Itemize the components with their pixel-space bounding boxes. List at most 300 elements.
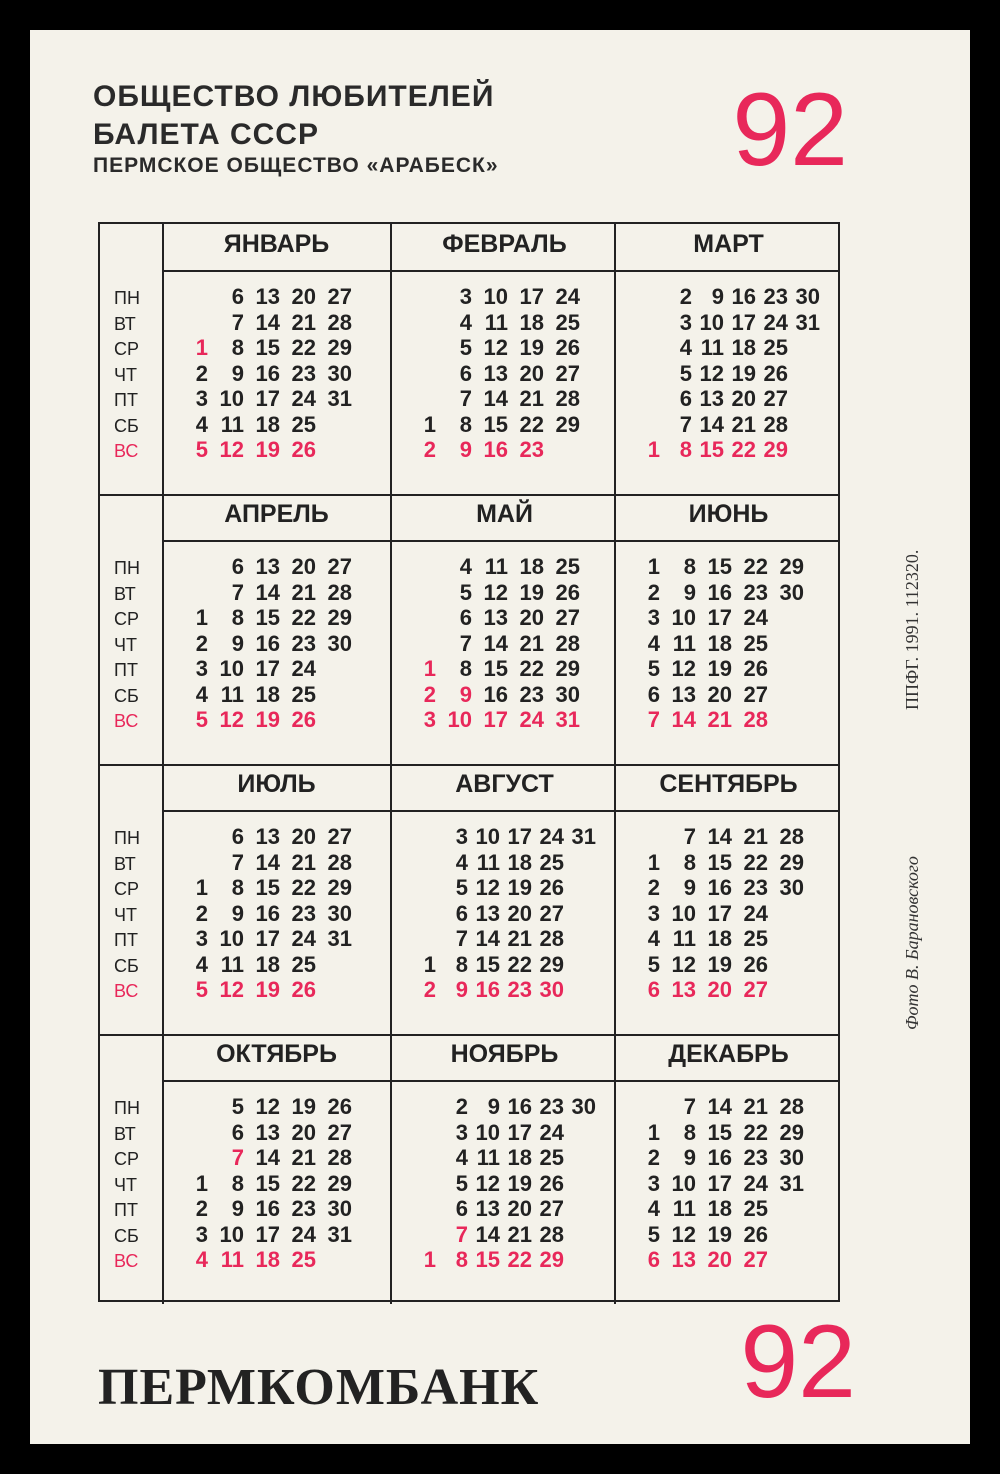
weekday-row <box>174 824 374 850</box>
month-name: ЯНВАРЬ <box>223 230 330 258</box>
weekday-row <box>626 1145 826 1171</box>
weekday-labels <box>114 1096 154 1275</box>
day-cell: 2 <box>423 681 436 707</box>
day-cell: 8 <box>231 605 244 630</box>
day-cell: 1 <box>423 951 436 977</box>
day-cell: 19 <box>519 579 544 605</box>
grid-divider <box>162 224 164 494</box>
weekday-row <box>402 361 602 387</box>
day-cell: 7 <box>683 824 696 849</box>
day-cell: 10 <box>219 656 244 681</box>
weekday-row <box>174 580 374 606</box>
day-cell: 12 <box>671 1221 696 1247</box>
day-cell: 17 <box>507 824 532 849</box>
month-block <box>626 824 826 1003</box>
day-cell: 23 <box>539 1094 564 1119</box>
day-cell: 19 <box>255 437 280 462</box>
day-cell: 13 <box>671 977 696 1002</box>
day-cell: 9 <box>711 284 724 309</box>
weekday-label: ПТ <box>114 1200 138 1220</box>
weekday-row <box>174 1145 374 1171</box>
day-cell: 14 <box>475 926 500 951</box>
weekday-row <box>402 554 602 580</box>
weekday-label: ПН <box>114 288 140 308</box>
day-cell: 4 <box>459 554 472 579</box>
day-cell: 20 <box>507 900 532 926</box>
weekday-row <box>174 926 374 952</box>
weekday-row <box>174 1247 374 1273</box>
weekday-row <box>174 656 374 682</box>
day-cell: 14 <box>671 707 696 732</box>
day-cell: 13 <box>475 900 500 926</box>
weekday-row <box>402 284 602 310</box>
day-cell: 12 <box>219 437 244 462</box>
day-cell: 20 <box>291 284 316 309</box>
day-cell: 16 <box>707 579 732 605</box>
day-cell: 17 <box>731 309 756 335</box>
weekday-label: ЧТ <box>114 634 137 655</box>
day-cell: 8 <box>455 951 468 977</box>
day-cell: 5 <box>679 360 692 386</box>
day-cell: 17 <box>483 707 508 732</box>
weekday-row <box>626 1247 826 1273</box>
day-cell: 16 <box>255 360 280 386</box>
day-cell: 13 <box>255 824 280 849</box>
day-cell: 3 <box>459 284 472 309</box>
day-cell: 26 <box>743 656 768 681</box>
weekday-label: СР <box>114 1149 140 1169</box>
day-cell: 24 <box>539 824 564 849</box>
grid-divider <box>390 1034 392 1304</box>
day-cell: 29 <box>327 875 352 900</box>
month-name: НОЯБРЬ <box>450 1040 559 1068</box>
month-block <box>626 284 826 463</box>
day-cell: 4 <box>455 1145 468 1170</box>
day-cell: 14 <box>475 1221 500 1247</box>
day-cell: 12 <box>671 951 696 977</box>
day-cell: 25 <box>743 926 768 951</box>
day-cell: 21 <box>519 630 544 656</box>
weekday-row <box>174 361 374 387</box>
day-cell: 2 <box>195 630 208 656</box>
day-cell: 2 <box>455 1094 468 1119</box>
day-cell: 9 <box>459 681 472 707</box>
day-cell: 30 <box>571 1094 596 1119</box>
grid-divider <box>162 1034 164 1304</box>
day-cell: 20 <box>707 1247 732 1272</box>
day-cell: 19 <box>507 1170 532 1196</box>
day-cell: 29 <box>779 1119 804 1145</box>
day-cell: 4 <box>647 1196 660 1221</box>
calendar-grid <box>98 222 840 1302</box>
month-block <box>174 824 374 1003</box>
day-cell: 19 <box>255 977 280 1002</box>
day-cell: 21 <box>519 386 544 411</box>
day-cell: 26 <box>291 707 316 732</box>
day-cell: 22 <box>743 849 768 875</box>
month-name: МАЙ <box>476 500 533 528</box>
day-cell: 11 <box>476 849 500 875</box>
weekday-row <box>174 605 374 631</box>
day-cell: 16 <box>483 681 508 707</box>
day-cell: 29 <box>327 605 352 630</box>
day-cell: 27 <box>327 284 352 309</box>
weekday-row <box>626 580 826 606</box>
day-cell: 2 <box>195 900 208 926</box>
day-cell: 29 <box>539 951 564 977</box>
day-cell: 29 <box>555 656 580 681</box>
bank-name: ПЕРМКОМБАНК <box>98 1359 540 1416</box>
day-cell: 22 <box>291 875 316 900</box>
day-cell: 18 <box>707 926 732 951</box>
day-cell: 1 <box>195 605 208 630</box>
weekday-row <box>626 412 826 438</box>
day-cell: 15 <box>483 656 508 681</box>
day-cell: 31 <box>571 824 596 849</box>
day-cell: 19 <box>731 360 756 386</box>
day-cell: 12 <box>219 977 244 1002</box>
day-cell: 23 <box>507 977 532 1002</box>
day-cell: 18 <box>731 335 756 360</box>
day-cell: 5 <box>459 335 472 360</box>
quarter-row <box>100 494 838 766</box>
weekday-label: СБ <box>114 415 139 436</box>
day-cell: 23 <box>743 1145 768 1170</box>
day-cell: 30 <box>539 977 564 1002</box>
day-cell: 2 <box>647 579 660 605</box>
header-divider <box>164 540 838 542</box>
day-cell: 9 <box>487 1094 500 1119</box>
weekday-row <box>626 850 826 876</box>
day-cell: 4 <box>195 411 208 437</box>
day-cell: 1 <box>647 1119 660 1145</box>
weekday-row <box>402 386 602 412</box>
day-cell: 26 <box>291 977 316 1002</box>
weekday-row <box>402 580 602 606</box>
day-cell: 8 <box>459 411 472 437</box>
weekday-row <box>174 437 374 463</box>
weekday-row <box>626 1196 826 1222</box>
day-cell: 26 <box>555 335 580 360</box>
month-name: ИЮЛЬ <box>237 770 316 798</box>
day-cell: 4 <box>459 309 472 335</box>
day-cell: 25 <box>539 849 564 875</box>
day-cell: 16 <box>475 977 500 1002</box>
weekday-row <box>402 656 602 682</box>
day-cell: 11 <box>220 1247 244 1272</box>
day-cell: 21 <box>291 579 316 605</box>
day-cell: 10 <box>219 1221 244 1247</box>
weekday-row <box>402 977 602 1003</box>
day-cell: 3 <box>423 707 436 732</box>
day-cell: 20 <box>507 1196 532 1221</box>
day-cell: 16 <box>483 437 508 462</box>
day-cell: 22 <box>291 335 316 360</box>
day-cell: 31 <box>327 1221 352 1247</box>
day-cell: 18 <box>519 554 544 579</box>
day-cell: 12 <box>483 335 508 360</box>
weekday-row <box>402 824 602 850</box>
day-cell: 27 <box>327 824 352 849</box>
weekday-row <box>174 1120 374 1146</box>
day-cell: 13 <box>475 1196 500 1221</box>
day-cell: 22 <box>507 1247 532 1272</box>
grid-divider <box>614 764 616 1034</box>
day-cell: 11 <box>476 1145 500 1170</box>
day-cell: 5 <box>195 437 208 462</box>
day-cell: 18 <box>519 309 544 335</box>
weekday-label: ПН <box>114 828 140 848</box>
day-cell: 4 <box>647 926 660 951</box>
weekday-label: СБ <box>114 1225 139 1246</box>
grid-divider <box>614 1034 616 1304</box>
day-cell: 11 <box>672 926 696 951</box>
day-cell: 7 <box>231 849 244 875</box>
day-cell: 26 <box>763 360 788 386</box>
weekday-row <box>626 977 826 1003</box>
day-cell: 25 <box>555 554 580 579</box>
day-cell: 5 <box>231 1094 244 1119</box>
weekday-label: ВС <box>114 711 139 731</box>
day-cell: 11 <box>484 309 508 335</box>
day-cell: 14 <box>255 849 280 875</box>
day-cell: 26 <box>743 1221 768 1247</box>
day-cell: 20 <box>519 605 544 630</box>
month-block <box>402 1094 602 1273</box>
day-cell: 9 <box>455 977 468 1002</box>
day-cell: 5 <box>195 707 208 732</box>
day-cell: 15 <box>707 554 732 579</box>
weekday-row <box>174 284 374 310</box>
weekday-labels <box>114 556 154 735</box>
weekday-row <box>174 554 374 580</box>
weekday-label: СР <box>114 339 140 359</box>
weekday-label: ПТ <box>114 390 138 410</box>
day-cell: 25 <box>291 1247 316 1272</box>
day-cell: 24 <box>555 284 580 309</box>
day-cell: 26 <box>743 951 768 977</box>
day-cell: 30 <box>327 630 352 656</box>
day-cell: 7 <box>679 411 692 437</box>
day-cell: 17 <box>255 656 280 681</box>
day-cell: 17 <box>707 900 732 926</box>
day-cell: 2 <box>423 977 436 1002</box>
day-cell: 8 <box>231 335 244 360</box>
day-cell: 7 <box>683 1094 696 1119</box>
weekday-label: СР <box>114 879 140 899</box>
day-cell: 24 <box>291 386 316 411</box>
day-cell: 15 <box>255 1170 280 1196</box>
header-divider <box>164 270 838 272</box>
day-cell: 6 <box>679 386 692 411</box>
day-cell: 11 <box>220 681 244 707</box>
day-cell: 19 <box>507 875 532 900</box>
weekday-row <box>402 707 602 733</box>
day-cell: 7 <box>455 926 468 951</box>
day-cell: 11 <box>672 630 696 656</box>
day-cell: 11 <box>220 951 244 977</box>
weekday-row <box>402 1120 602 1146</box>
day-cell: 12 <box>671 656 696 681</box>
weekday-row <box>402 335 602 361</box>
day-cell: 5 <box>459 579 472 605</box>
day-cell: 23 <box>519 437 544 462</box>
weekday-row <box>402 875 602 901</box>
day-cell: 31 <box>555 707 580 732</box>
weekday-row <box>402 310 602 336</box>
day-cell: 17 <box>255 386 280 411</box>
day-cell: 10 <box>671 1170 696 1196</box>
day-cell: 1 <box>647 437 660 462</box>
day-cell: 23 <box>291 630 316 656</box>
day-cell: 17 <box>519 284 544 309</box>
day-cell: 15 <box>483 411 508 437</box>
day-cell: 3 <box>455 1119 468 1145</box>
day-cell: 6 <box>459 360 472 386</box>
day-cell: 26 <box>327 1094 352 1119</box>
day-cell: 27 <box>555 605 580 630</box>
weekday-label: ПН <box>114 558 140 578</box>
day-cell: 28 <box>779 1094 804 1119</box>
day-cell: 15 <box>255 605 280 630</box>
day-cell: 6 <box>647 1247 660 1272</box>
day-cell: 21 <box>507 926 532 951</box>
day-cell: 5 <box>455 1170 468 1196</box>
day-cell: 28 <box>327 849 352 875</box>
month-block <box>402 284 602 463</box>
day-cell: 1 <box>195 1170 208 1196</box>
day-cell: 28 <box>743 707 768 732</box>
day-cell: 25 <box>291 951 316 977</box>
day-cell: 3 <box>679 309 692 335</box>
day-cell: 14 <box>699 411 724 437</box>
day-cell: 9 <box>683 875 696 900</box>
day-cell: 25 <box>291 411 316 437</box>
month-name: АВГУСТ <box>455 770 554 798</box>
day-cell: 23 <box>291 1196 316 1221</box>
day-cell: 22 <box>743 1119 768 1145</box>
day-cell: 9 <box>459 437 472 462</box>
weekday-row <box>626 554 826 580</box>
day-cell: 29 <box>779 849 804 875</box>
weekday-row <box>174 1171 374 1197</box>
month-name: СЕНТЯБРЬ <box>659 770 798 798</box>
day-cell: 25 <box>743 630 768 656</box>
day-cell: 15 <box>699 437 724 462</box>
day-cell: 4 <box>195 1247 208 1272</box>
header-divider <box>164 1080 838 1082</box>
day-cell: 8 <box>683 554 696 579</box>
day-cell: 11 <box>700 335 724 360</box>
header-line-1: ОБЩЕСТВО ЛЮБИТЕЛЕЙ <box>93 80 495 113</box>
weekday-row <box>626 1171 826 1197</box>
day-cell: 16 <box>255 630 280 656</box>
calendar-card <box>30 30 970 1444</box>
day-cell: 7 <box>231 579 244 605</box>
weekday-label: ПТ <box>114 660 138 680</box>
day-cell: 10 <box>671 605 696 630</box>
bank-logo <box>98 1358 539 1417</box>
month-name: МАРТ <box>693 230 764 258</box>
weekday-row <box>402 901 602 927</box>
day-cell: 3 <box>455 824 468 849</box>
weekday-row <box>402 631 602 657</box>
day-cell: 25 <box>743 1196 768 1221</box>
day-cell: 14 <box>707 1094 732 1119</box>
day-cell: 31 <box>779 1170 804 1196</box>
day-cell: 20 <box>731 386 756 411</box>
day-cell: 6 <box>231 1119 244 1145</box>
day-cell: 21 <box>291 849 316 875</box>
day-cell: 7 <box>459 630 472 656</box>
day-cell: 8 <box>679 437 692 462</box>
day-cell: 22 <box>291 605 316 630</box>
weekday-row <box>626 335 826 361</box>
day-cell: 17 <box>255 1221 280 1247</box>
day-cell: 5 <box>195 977 208 1002</box>
weekday-row <box>402 1247 602 1273</box>
day-cell: 5 <box>455 875 468 900</box>
weekday-row <box>174 1196 374 1222</box>
day-cell: 6 <box>647 977 660 1002</box>
day-cell: 11 <box>672 1196 696 1221</box>
weekday-row <box>626 1120 826 1146</box>
weekday-row <box>626 605 826 631</box>
day-cell: 14 <box>255 579 280 605</box>
day-cell: 10 <box>447 707 472 732</box>
day-cell: 17 <box>707 605 732 630</box>
day-cell: 3 <box>195 926 208 951</box>
day-cell: 14 <box>707 824 732 849</box>
day-cell: 30 <box>327 360 352 386</box>
day-cell: 19 <box>255 707 280 732</box>
weekday-row <box>626 824 826 850</box>
grid-divider <box>390 494 392 764</box>
day-cell: 5 <box>647 656 660 681</box>
weekday-label: ЧТ <box>114 904 137 925</box>
day-cell: 27 <box>327 1119 352 1145</box>
grid-divider <box>162 494 164 764</box>
day-cell: 6 <box>455 900 468 926</box>
day-cell: 12 <box>255 1094 280 1119</box>
weekday-row <box>402 952 602 978</box>
weekday-row <box>402 1196 602 1222</box>
print-code: ППФГ. 1991. 112320. <box>902 549 922 710</box>
day-cell: 13 <box>255 284 280 309</box>
day-cell: 6 <box>231 554 244 579</box>
day-cell: 1 <box>423 411 436 437</box>
day-cell: 9 <box>683 1145 696 1170</box>
weekday-row <box>626 1222 826 1248</box>
weekday-row <box>626 437 826 463</box>
weekday-row <box>402 682 602 708</box>
weekday-label: СР <box>114 609 140 629</box>
day-cell: 23 <box>291 900 316 926</box>
day-cell: 31 <box>327 926 352 951</box>
day-cell: 8 <box>459 656 472 681</box>
day-cell: 13 <box>255 1119 280 1145</box>
weekday-label: СБ <box>114 955 139 976</box>
weekday-row <box>402 1171 602 1197</box>
day-cell: 15 <box>475 951 500 977</box>
day-cell: 1 <box>647 849 660 875</box>
day-cell: 1 <box>195 875 208 900</box>
day-cell: 24 <box>743 900 768 926</box>
weekday-row <box>402 437 602 463</box>
month-block <box>174 554 374 733</box>
day-cell: 28 <box>539 1221 564 1247</box>
day-cell: 1 <box>195 335 208 360</box>
